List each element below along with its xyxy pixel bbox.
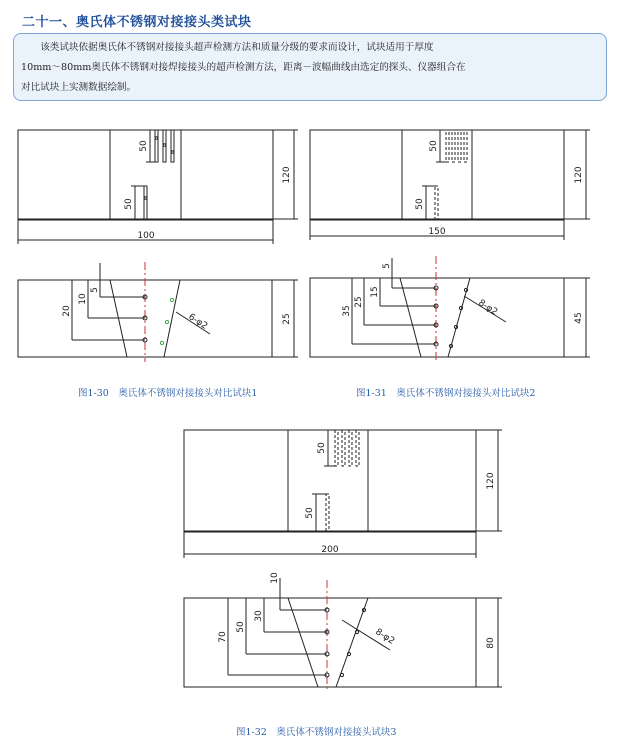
fig31-slot-depth-upper: 50 bbox=[429, 140, 439, 152]
fig31-width-label: 120 bbox=[574, 166, 584, 184]
fig31-depth-label: 5 bbox=[382, 263, 392, 269]
fig30-slot-depth-upper: 50 bbox=[139, 140, 149, 152]
fig32-top-view bbox=[184, 430, 502, 558]
fig30-thickness-label: 25 bbox=[282, 313, 292, 325]
fig31-depth-label: 35 bbox=[342, 305, 352, 317]
fig32-depth-label: 10 bbox=[270, 572, 280, 584]
fig31-length-label: 150 bbox=[428, 227, 446, 237]
fig32-thickness-label: 80 bbox=[486, 637, 496, 649]
fig32-slot-lower bbox=[326, 494, 329, 532]
fig32-groove-left bbox=[288, 598, 318, 687]
fig31-slot-depth-lower: 50 bbox=[415, 198, 425, 210]
fig31-section-view bbox=[310, 256, 590, 362]
fig32-depth-label: 50 bbox=[236, 621, 246, 633]
figure-caption-1-31: 图1-31 奥氏体不锈钢对接接头对比试块2 bbox=[356, 388, 536, 399]
fig30-depth-label: 10 bbox=[78, 293, 88, 305]
fig30-slots-upper bbox=[155, 130, 174, 162]
fig32-slot-depth-upper: 50 bbox=[317, 442, 327, 454]
fig30-slot-lower bbox=[144, 186, 147, 220]
fig31-depth-label: 15 bbox=[370, 286, 380, 298]
fig32-plate bbox=[184, 430, 476, 532]
figure-caption-1-30: 图1-30 奥氏体不锈钢对接接头对比试块1 bbox=[78, 388, 258, 399]
fig30-hole-label: 6-φ2 bbox=[186, 312, 210, 332]
fig32-hole-label: 8-φ2 bbox=[373, 627, 397, 647]
fig32-length-label: 200 bbox=[321, 545, 339, 555]
fig30-slot-depth-lower: 50 bbox=[124, 198, 134, 210]
fig30-length-label: 100 bbox=[137, 231, 155, 241]
description-line: 对比试块上实测数据绘制。 bbox=[21, 82, 137, 93]
fig32-depth-label: 70 bbox=[218, 631, 228, 643]
fig31-groove-right bbox=[448, 278, 470, 357]
fig30-section-view bbox=[18, 262, 298, 362]
fig32-section-view bbox=[184, 572, 502, 692]
fig32-slots-upper bbox=[335, 430, 359, 466]
fig30-depth-label: 5 bbox=[90, 287, 100, 293]
fig31-slots-upper bbox=[446, 130, 467, 162]
fig32-depth-label: 30 bbox=[254, 610, 264, 622]
description-line: 该类试块依据奥氏体不锈钢对接接头超声检测方法和质量分级的要求而设计，试块适用于厚度 bbox=[40, 42, 434, 53]
fig32-slot-depth-lower: 50 bbox=[305, 507, 315, 519]
section-title: 二十一、奥氏体不锈钢对接接头类试块 bbox=[22, 15, 252, 30]
fig31-top-view bbox=[310, 130, 590, 240]
fig30-groove-right bbox=[164, 280, 180, 357]
fig30-width-label: 120 bbox=[282, 166, 292, 184]
fig31-slot-lower bbox=[435, 186, 438, 220]
fig30-depth-label: 20 bbox=[62, 305, 72, 317]
description-line: 10mm～80mm奥氏体不锈钢对接焊接接头的超声检测方法，距离－波幅曲线由选定的探头、仪器组合在 bbox=[21, 62, 466, 73]
fig31-thickness-label: 45 bbox=[574, 312, 584, 324]
fig30-top-view bbox=[18, 130, 298, 244]
fig31-groove-left bbox=[400, 278, 421, 357]
fig31-hole-label: 8-φ2 bbox=[476, 298, 500, 318]
fig32-width-label: 120 bbox=[486, 472, 496, 490]
fig31-depth-label: 25 bbox=[354, 296, 364, 308]
figure-caption-1-32: 图1-32 奥氏体不锈钢对接接头试块3 bbox=[236, 727, 397, 738]
